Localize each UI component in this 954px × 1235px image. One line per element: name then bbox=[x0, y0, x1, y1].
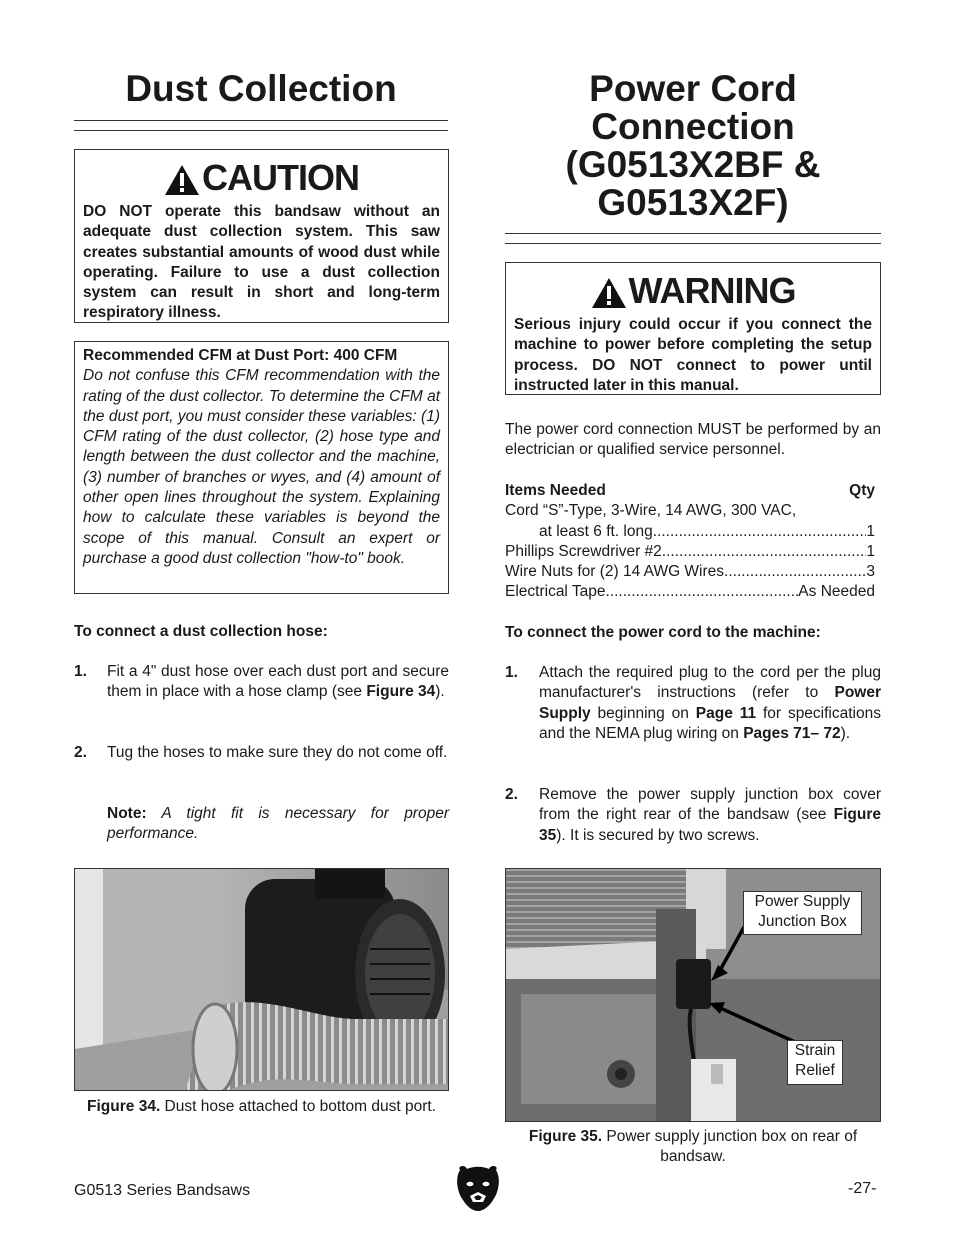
page-title-power-cord bbox=[505, 70, 881, 222]
item-qty: 1 bbox=[866, 542, 875, 560]
item-name: Phillips Screwdriver #2 bbox=[505, 542, 662, 560]
power-step-2 bbox=[539, 785, 881, 846]
figure-ref: Figure 35 bbox=[539, 806, 881, 844]
item-qty: As Needed bbox=[798, 583, 875, 601]
figure-34-caption bbox=[74, 1097, 449, 1117]
dust-step-1 bbox=[107, 662, 449, 703]
caution-text: DO NOT operate this bandsaw without an adequate dust collection system. This saw creates substantial amounts of wood dust while operating. Failure to use a dust collection system can result in short and long-term respiratory illness. bbox=[83, 203, 440, 322]
warning-box bbox=[505, 262, 881, 395]
title-line: Connection bbox=[591, 106, 795, 147]
figure-label: Figure 35. bbox=[528, 1128, 603, 1145]
figure-text: Dust hose attached to bottom dust port. bbox=[160, 1098, 436, 1115]
step-text: Remove the power supply junction box cover from the right rear of the bandsaw (see bbox=[539, 786, 881, 824]
figure-label: Figure 34. bbox=[87, 1098, 161, 1115]
item-name: at least 6 ft. long bbox=[539, 522, 653, 540]
step-number: 1. bbox=[74, 663, 87, 680]
step-text: beginning on bbox=[590, 704, 696, 722]
figure-35-caption bbox=[505, 1127, 881, 1167]
warning-banner bbox=[514, 271, 872, 311]
dust-note bbox=[107, 804, 449, 845]
cfm-text: Do not confuse this CFM recommendation with the rating of the dust collector. To determine the CFM at the dust port, you must consider these variables: (1) CFM rating of the dust collector, (2) hose type and length between the dust collector and the machine, (3) number of branches or wyes, and (4) amount of other open lines throughout the system. Explaining how to calculate these variables is beyond the scope of this manual. Consult an expert or purchase a good dust collection "how-to" book. bbox=[83, 367, 440, 567]
warning-triangle-icon bbox=[591, 277, 627, 309]
items-needed-list bbox=[505, 481, 875, 603]
callout-power-supply-junction-box bbox=[743, 891, 862, 935]
caution-banner bbox=[83, 158, 440, 198]
figure-34-photo bbox=[74, 868, 449, 1091]
caution-box bbox=[74, 149, 449, 323]
warning-label: WARNING bbox=[628, 270, 796, 311]
cfm-heading: Recommended CFM at Dust Port: 400 CFM bbox=[83, 347, 398, 364]
title-line: G0513X2F) bbox=[597, 182, 789, 223]
divider bbox=[505, 233, 881, 234]
note-label: Note: bbox=[107, 805, 147, 822]
caution-label: CAUTION bbox=[202, 157, 359, 198]
list-item bbox=[505, 542, 875, 562]
step-number: 2. bbox=[74, 744, 87, 761]
figure-text: Power supply junction box on rear of bandsaw. bbox=[602, 1128, 858, 1165]
note-text: A tight fit is necessary for proper performance. bbox=[107, 805, 449, 843]
step-text: ). It is secured by two screws. bbox=[556, 826, 760, 844]
cfm-box bbox=[74, 341, 449, 594]
list-item bbox=[505, 522, 875, 542]
step-text: ). bbox=[435, 683, 445, 701]
callout-line: Junction Box bbox=[758, 913, 847, 930]
step-text: ). bbox=[840, 724, 851, 742]
item-name: Wire Nuts for (2) 14 AWG Wires bbox=[505, 563, 725, 581]
items-header-label: Items Needed bbox=[505, 482, 606, 499]
page-ref: Pages 71– 72 bbox=[743, 724, 841, 742]
list-item bbox=[505, 562, 875, 582]
power-intro: The power cord connection MUST be performed by an electrician or qualified service personnel. bbox=[505, 421, 881, 459]
page-title-dust-collection: Dust Collection bbox=[125, 68, 397, 109]
callout-line: Strain bbox=[794, 1042, 836, 1059]
qty-header-label: Qty bbox=[849, 482, 875, 499]
divider bbox=[74, 130, 448, 131]
dust-procedure-heading: To connect a dust collection hose: bbox=[74, 623, 328, 640]
divider bbox=[505, 243, 881, 244]
dust-hose-illustration bbox=[75, 869, 449, 1091]
power-step-1 bbox=[539, 663, 881, 744]
warning-triangle-icon bbox=[164, 164, 200, 196]
page-ref: Page 11 bbox=[695, 704, 757, 722]
footer-product-name: G0513 Series Bandsaws bbox=[74, 1182, 251, 1199]
step-number: 2. bbox=[505, 786, 518, 803]
item-name: Electrical Tape bbox=[505, 583, 606, 601]
callout-strain-relief bbox=[787, 1040, 843, 1085]
step-text: Attach the required plug to the cord per the plug manufacturer's instructions (refer to bbox=[539, 664, 881, 702]
step-text: Fit a 4" dust hose over each dust port and secure them in place with a hose clamp (see bbox=[107, 663, 449, 701]
divider bbox=[74, 120, 448, 121]
power-procedure-heading: To connect the power cord to the machine: bbox=[505, 624, 821, 641]
grizzly-bear-logo-icon bbox=[455, 1164, 501, 1212]
item-qty: 1 bbox=[866, 522, 875, 540]
step-text: for specifications and the NEMA plug wiring on bbox=[539, 704, 881, 742]
list-item-line: Cord “S”-Type, 3-Wire, 14 AWG, 300 VAC, bbox=[505, 502, 797, 520]
title-line: Power Cord bbox=[589, 68, 797, 109]
step-number: 1. bbox=[505, 664, 518, 681]
item-qty: 3 bbox=[866, 563, 875, 581]
warning-text: Serious injury could occur if you connect the machine to power before completing the setup process. DO NOT connect to power until instructed later in this manual. bbox=[514, 316, 872, 394]
title-line: (G0513X2BF & bbox=[565, 144, 821, 185]
list-item bbox=[505, 582, 875, 602]
step-text: Tug the hoses to make sure they do not come off. bbox=[107, 744, 448, 761]
footer-page-number: -27- bbox=[848, 1180, 877, 1197]
section-ref: Power Supply bbox=[539, 684, 881, 722]
items-header bbox=[505, 481, 875, 501]
dust-step-2 bbox=[107, 743, 449, 763]
callout-line: Power Supply bbox=[754, 893, 851, 910]
callout-line: Relief bbox=[795, 1062, 835, 1079]
figure-ref: Figure 34 bbox=[366, 683, 436, 701]
